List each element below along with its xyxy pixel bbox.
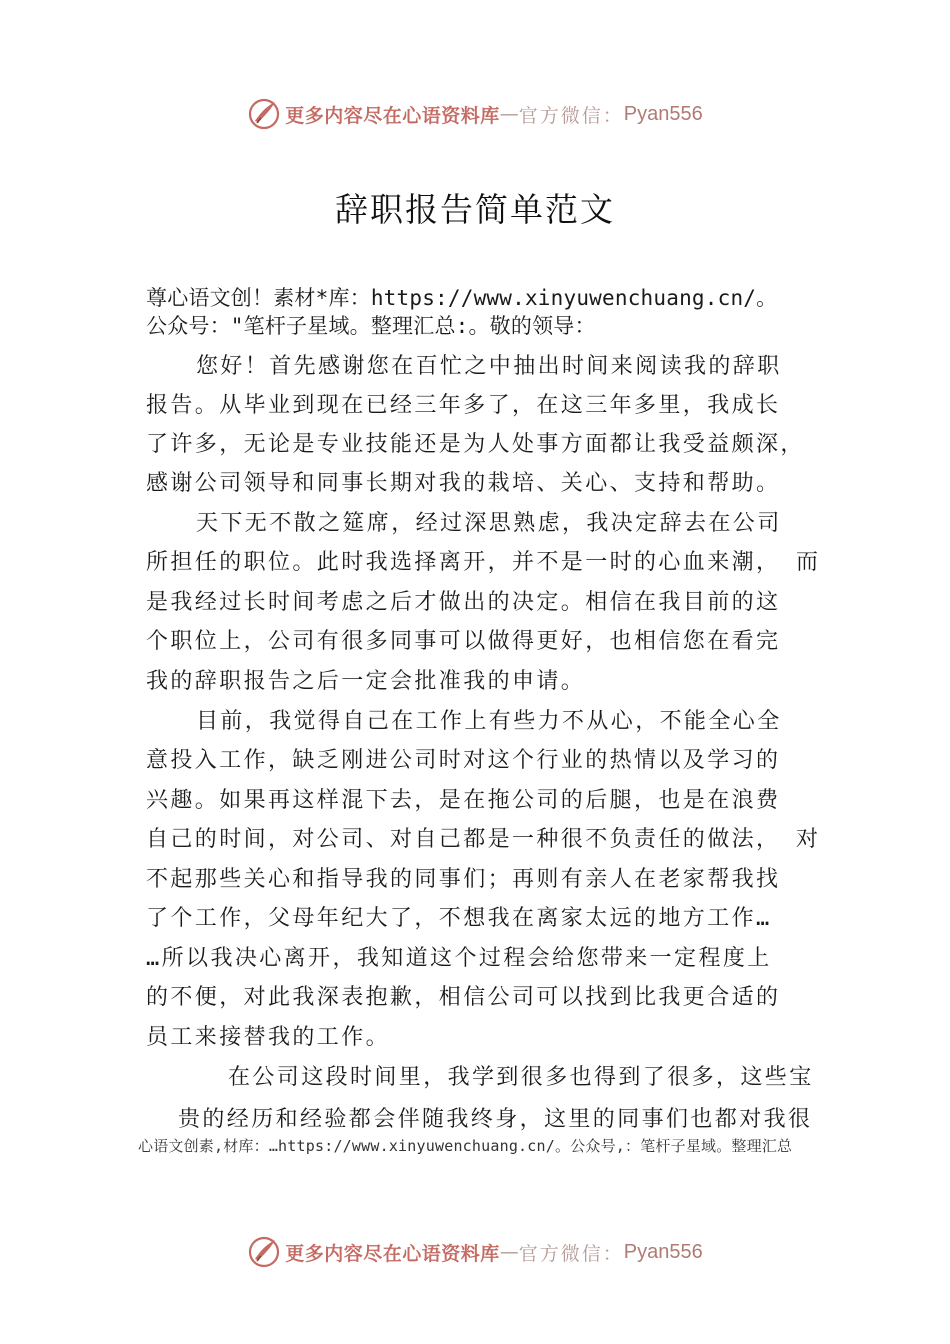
body-line: 在公司这段时间里，我学到很多也得到了很多，这些宝 xyxy=(228,1065,814,1090)
body-line: 的不便，对此我深表抱歉，相信公司可以找到比我更合适的 xyxy=(146,985,781,1010)
body-line: 兴趣。如果再这样混下去，是在拖公司的后腿，也是在浪费 xyxy=(146,788,781,813)
body-line: 我的辞职报告之后一定会批准我的申请。 xyxy=(146,669,586,694)
body-line: 个职位上，公司有很多同事可以做得更好，也相信您在看完 xyxy=(146,629,781,654)
quill-logo-icon xyxy=(247,1235,281,1269)
body-line: 了许多，无论是专业技能还是为人处事方面都让我受益颇深， xyxy=(146,432,805,457)
banner-wechat-id: Pyan556 xyxy=(623,102,703,125)
banner-main-text: 更多内容尽在心语资料库 xyxy=(285,1242,500,1265)
body-line: 是我经过长时间考虑之后才做出的决定。相信在我目前的这 xyxy=(146,590,781,615)
body-line: 目前，我觉得自己在工作上有些力不从心，不能全心全 xyxy=(196,709,782,734)
banner-dash: — xyxy=(499,1241,519,1263)
quill-logo-icon xyxy=(247,97,281,131)
banner-main-text: 更多内容尽在心语资料库 xyxy=(285,104,500,127)
body-line: 报告。从毕业到现在已经三年多了，在这三年多里，我成长 xyxy=(146,393,781,418)
bottom-banner xyxy=(0,1232,950,1272)
banner-wechat-id: Pyan556 xyxy=(623,1240,703,1263)
body-line: 您好！首先感谢您在百忙之中抽出时间来阅读我的辞职 xyxy=(196,354,782,379)
banner-official-label: 官方微信： xyxy=(518,104,624,127)
top-banner xyxy=(0,94,950,134)
body-line: …所以我决心离开，我知道这个过程会给您带来一定程度上 xyxy=(146,946,772,971)
header-line: 公众号："笔杆子星域。整理汇总:。敬的领导： xyxy=(146,314,596,338)
body-line: 所担任的职位。此时我选择离开，并不是一时的心血来潮， 而 xyxy=(146,550,821,575)
body-line: 了个工作，父母年纪大了，不想我在离家太远的地方工作… xyxy=(146,906,772,931)
body-line: 自己的时间，对公司、对自己都是一种很不负责任的做法， 对 xyxy=(146,827,821,852)
body-line: 贵的经历和经验都会伴随我终身，这里的同事们也都对我很 xyxy=(178,1107,813,1132)
document-title: 辞职报告简单范文 xyxy=(335,190,615,229)
body-line: 天下无不散之筵席，经过深思熟虑，我决定辞去在公司 xyxy=(196,511,782,536)
body-line: 不起那些关心和指导我的同事们；再则有亲人在老家帮我找 xyxy=(146,867,781,892)
banner-dash: — xyxy=(499,103,519,125)
body-line: 意投入工作，缺乏刚进公司时对这个行业的热情以及学习的 xyxy=(146,748,781,773)
footer-note: 心语文创素,材库：…https://www.xinyuwenchuang.cn/。公众号,：笔杆子星域。整理汇总 xyxy=(138,1137,793,1155)
header-line: 尊心语文创！素材*库：https://www.xinyuwenchuang.cn/。 xyxy=(146,286,778,310)
banner-official-label: 官方微信： xyxy=(518,1242,624,1265)
body-line: 感谢公司领导和同事长期对我的栽培、关心、支持和帮助。 xyxy=(146,471,781,496)
body-line: 员工来接替我的工作。 xyxy=(146,1025,391,1050)
